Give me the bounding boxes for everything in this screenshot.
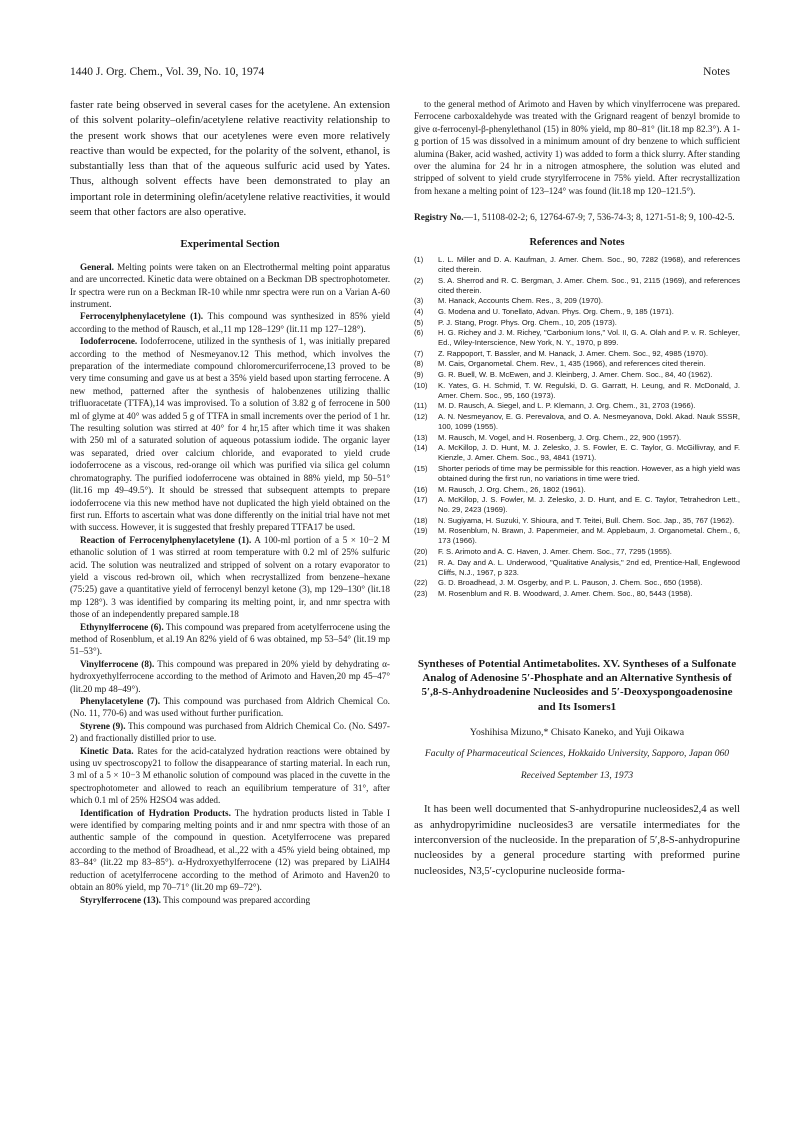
- reference-item: [414, 516, 740, 526]
- reference-text: M. Cais, Organometal. Chem. Rev., 1, 435 (1966), and references cited therein.: [438, 359, 706, 369]
- article-affiliation: Faculty of Pharmaceutical Sciences, Hokkaido University, Sapporo, Japan 060: [424, 748, 730, 760]
- continuation-paragraph: to the general method of Arimoto and Haven by which vinylferrocene was prepared. Ferrocene carboxaldehyde was treated with the Grignard reagent of benzyl bromide to give α-ferrocenyl-β-phenylethanol (15) in 80% yield, mp 80–81° (lit.18 mp 82.3°). A 1-g portion of 15 was dissolved in a minimum amount of dry benzene to which sufficient alumina (Baker, acid washed, activity 1) was added to form a thick slurry. After standing over the alumina for 24 hr in a nitrogen atmosphere, the solution was eluted and stripped of solvent to yield crude styrylferrocene in 75% yield. After recrystallization from hexane a melting point of 123–124° was found (lit.18 mp 120–121.5°).: [414, 99, 740, 196]
- reference-item: [414, 578, 740, 588]
- experimental-paragraph: [70, 695, 390, 720]
- paragraph-lead: Vinylferrocene (8).: [80, 658, 155, 669]
- reference-number: (12): [414, 411, 428, 421]
- reference-number: (21): [414, 557, 428, 567]
- reference-text: K. Yates, G. H. Schmid, T. W. Regulski, D. G. Garratt, H. Leung, and R. McDonald, J. Amer. Chem. Soc., 95, 160 (1973).: [438, 380, 740, 400]
- reference-text: R. A. Day and A. L. Underwood, "Qualitative Analysis," 2nd ed, Prentice-Hall, Englewood Cliffs, N.J., 1967, p 323.: [438, 557, 740, 577]
- reference-number: (15): [414, 463, 428, 473]
- next-article: [414, 657, 740, 782]
- reference-number: (4): [414, 306, 424, 316]
- paragraph-lead: Styrylferrocene (13).: [80, 894, 161, 905]
- paragraph-lead: General.: [80, 261, 114, 272]
- reference-text: M. Hanack, Accounts Chem. Res., 3, 209 (1970).: [438, 296, 604, 306]
- reference-number: (10): [414, 380, 428, 390]
- reference-text: G. R. Buell, W. B. McEwen, and J. Kleinberg, J. Amer. Chem. Soc., 84, 40 (1962).: [438, 369, 713, 379]
- paragraph-text: This compound was synthesized in 85% yield according to the method of Rausch, et al.,11 mp 128–129° (lit.11 mp 127–128°).: [70, 311, 391, 334]
- reference-text: P. J. Stang, Progr. Phys. Org. Chem., 10, 205 (1973).: [438, 317, 617, 327]
- registry-numbers: [414, 212, 740, 224]
- registry-label: Registry No.: [414, 213, 464, 224]
- experimental-paragraph: [70, 807, 390, 894]
- references-list: [414, 255, 740, 599]
- reference-text: L. L. Miller and D. A. Kaufman, J. Amer. Chem. Soc., 90, 7282 (1968), and references cited therein.: [438, 254, 740, 275]
- paragraph-text: This compound was prepared in 20% yield by dehydrating α-hydroxyethylferrocene according to the method of Arimoto and Haven,20 mp 45–47° (lit.20 mp 48–49°).: [70, 658, 390, 694]
- reference-text: A. N. Nesmeyanov, E. G. Perevalova, and O. A. Nesmeyanova, Dokl. Akad. Nauk SSSR, 100, 1099 (1955).: [438, 411, 740, 431]
- article-body: It has been well documented that S-anhydropurine nucleosides2,4 as well as anhydropyrimidine nucleosides3 are versatile intermediates for the interconversion of the nucleoside. In the preparation of 5′,8-S-anhydropurine nucleosides by a general procedure starting with preformed purine nucleosides, N3,5′-cyclopurine nucleoside forma-: [414, 804, 740, 877]
- reference-text: M. Rausch, M. Vogel, and H. Rosenberg, J. Org. Chem., 22, 900 (1957).: [438, 432, 682, 442]
- paragraph-text: The hydration products listed in Table I were identified by comparing melting points and ir and nmr spectra with those of an authentic sample of the compound in question. Acetylferrocene was prepared according to the method of Broadhead, et al.,22 with a 45% yield being obtained, mp 83–84° (lit.22 mp 83–85°). α-Hydroxyethylferrocene (12) was prepared by LiAlH4 reduction of acetylferrocene according to the method of Arimoto and Haven20 to obtain an 80% yield, mp 70–71° (lit.20 mp 69–72°).: [70, 807, 390, 893]
- reference-number: (2): [414, 275, 424, 285]
- paragraph-text: A 100-ml portion of a 5 × 10−2 M ethanolic solution of 1 was stirred at room temperature with 0.2 ml of 25% sulfuric acid. The solution was neutralized and stripped of solvent on a rotary evaporator to yield a viscous red-brown oil, which when recrystallized from benzene–hexane (75:25) gave a quantitative yield of ferrocenyl benzyl ketone (3), mp 129–130° (lit.18 mp 128°). 3 was identified by comparing its melting point, ir, and nmr spectra with those of an independently prepared sample.18: [70, 534, 390, 620]
- reference-item: [414, 296, 740, 306]
- registry-text: —1, 51108-02-2; 6, 12764-67-9; 7, 536-74-3; 8, 1271-51-8; 9, 100-42-5.: [463, 213, 735, 224]
- right-column: [414, 98, 740, 879]
- reference-number: (1): [414, 254, 424, 264]
- paragraph-text: This compound was purchased from Aldrich Chemical Co. (No. 11, 770-6) and was used without further purification.: [70, 696, 390, 719]
- reference-item: [414, 485, 740, 495]
- reference-item: [414, 464, 740, 484]
- experimental-paragraph: [70, 745, 390, 807]
- reference-text: M. D. Rausch, A. Siegel, and L. P. Klemann, J. Org. Chem., 31, 2703 (1966).: [438, 401, 696, 411]
- reference-text: A. McKillop, J. S. Fowler, M. J. Zelesko, J. D. Hunt, and E. C. Taylor, Tetrahedron Lett., No. 29, 2423 (1969).: [438, 495, 740, 515]
- reference-number: (17): [414, 495, 428, 505]
- reference-number: (5): [414, 317, 424, 327]
- reference-number: (6): [414, 328, 424, 338]
- experimental-paragraph: [70, 720, 390, 745]
- paragraph-text: This compound was purchased from Aldrich Chemical Co. (No. S497-2) and fractionally distilled prior to use.: [70, 720, 390, 744]
- reference-item: [414, 495, 740, 515]
- journal-citation: 1440 J. Org. Chem., Vol. 39, No. 10, 1974: [70, 66, 265, 78]
- references-title: References and Notes: [529, 236, 625, 248]
- experimental-paragraph: [70, 310, 390, 335]
- reference-number: (13): [414, 432, 428, 442]
- paragraph-text: This compound was prepared from acetylferrocene using the method of Rosenblum, et al.19 An 82% yield of 6 was obtained, mp 53–54° (lit.19 mp 51–53°).: [70, 621, 390, 657]
- paragraph-lead: Phenylacetylene (7).: [80, 696, 161, 706]
- reference-number: (18): [414, 515, 428, 525]
- reference-text: N. Sugiyama, H. Suzuki, Y. Shioura, and T. Teitei, Bull. Chem. Soc. Jap., 35, 767 (1962).: [438, 515, 735, 525]
- reference-text: A. McKillop, J. D. Hunt, M. J. Zelesko, J. S. Fowler, E. C. Taylor, G. McGillivray, and F. Kienzle, J. Amer. Chem. Soc., 93, 4841 (1971).: [438, 443, 740, 463]
- reference-item: [414, 558, 740, 578]
- paragraph-lead: Reaction of Ferrocenylphenylacetylene (1).: [80, 534, 252, 545]
- intro-paragraph: faster rate being observed in several cases for the acetylene. An extension of this solvent polarity–olefin/acetylene relative reactivity relationship to the present work shows that our acetylenes were even more relatively reactive than would be expected, for the polarity of the solvent, ethanol, is substantially less than that of the aqueous sulfuric acid used by Yates. Thus, although solvent effects have been demonstrated to play an important role in determining olefin/acetylene relative reactivities, it would seem that other factors are also operative.: [70, 100, 390, 219]
- reference-text: M. Rausch, J. Org. Chem., 26, 1802 (1961).: [438, 484, 586, 494]
- reference-item: [414, 349, 740, 359]
- experimental-paragraph: [70, 261, 390, 311]
- paragraph-lead: Styrene (9).: [80, 720, 126, 731]
- paragraph-lead: Ferrocenylphenylacetylene (1).: [80, 311, 204, 322]
- reference-number: (23): [414, 588, 428, 598]
- paragraph-text: This compound was prepared according: [160, 894, 311, 905]
- left-column: [70, 98, 390, 906]
- running-header: [70, 66, 730, 82]
- section-title: Experimental Section: [180, 238, 280, 251]
- reference-number: (8): [414, 359, 424, 369]
- reference-number: (16): [414, 484, 428, 494]
- reference-item: [414, 443, 740, 463]
- experimental-paragraph: [70, 894, 390, 906]
- paragraph-lead: Identification of Hydration Products.: [80, 807, 231, 818]
- article-authors: Yoshihisa Mizuno,* Chisato Kaneko, and Yuji Oikawa: [469, 726, 685, 738]
- reference-item: [414, 359, 740, 369]
- reference-text: S. A. Sherrod and R. C. Bergman, J. Amer. Chem. Soc., 91, 2115 (1969), and references cited therein.: [438, 275, 740, 295]
- reference-item: [414, 276, 740, 296]
- reference-item: [414, 381, 740, 401]
- reference-number: (20): [414, 547, 428, 557]
- paragraph-lead: Ethynylferrocene (6).: [80, 621, 164, 632]
- article-title: Syntheses of Potential Antimetabolites. XV. Syntheses of a Sulfonate Analog of Adenosine 5′-Phosphate and an Alternative Synthesis of 5′,8-S-Anhydroadenine Nucleosides and 5′-Deoxyspongoadenosine and Its Isomers1: [417, 658, 737, 713]
- reference-text: H. G. Richey and J. M. Richey, "Carbonium Ions," Vol. II, G. A. Olah and P. v. R. Schleyer, Ed., Wiley-Interscience, New York, N. Y., 1970, p 899.: [438, 328, 740, 348]
- paragraph-lead: Kinetic Data.: [80, 745, 134, 756]
- reference-text: M. Rosenblum, N. Brawn, J. Papenmeier, and M. Applebaum, J. Organometal. Chem., 6, 173 (1966).: [438, 526, 740, 546]
- reference-item: [414, 589, 740, 599]
- reference-item: [414, 318, 740, 328]
- reference-text: F. S. Arimoto and A. C. Haven, J. Amer. Chem. Soc., 77, 7295 (1955).: [438, 547, 672, 557]
- reference-number: (3): [414, 296, 424, 306]
- reference-item: [414, 547, 740, 557]
- reference-item: [414, 526, 740, 546]
- reference-item: [414, 401, 740, 411]
- reference-number: (7): [414, 348, 424, 358]
- received-date: Received September 13, 1973: [520, 770, 634, 781]
- reference-item: [414, 412, 740, 432]
- reference-item: [414, 328, 740, 348]
- reference-number: (11): [414, 401, 427, 411]
- reference-item: [414, 370, 740, 380]
- section-label: Notes: [703, 66, 730, 78]
- experimental-paragraph: [70, 621, 390, 658]
- reference-text: M. Rosenblum and R. B. Woodward, J. Amer. Chem. Soc., 80, 5443 (1958).: [438, 588, 693, 598]
- experimental-paragraph: [70, 658, 390, 695]
- reference-text: G. Modena and U. Tonellato, Advan. Phys. Org. Chem., 9, 185 (1971).: [438, 306, 674, 316]
- reference-number: (14): [414, 443, 428, 453]
- reference-text: Z. Rappoport, T. Bassler, and M. Hanack, J. Amer. Chem. Soc., 92, 4985 (1970).: [438, 348, 708, 358]
- reference-text: G. D. Broadhead, J. M. Osgerby, and P. L. Pauson, J. Chem. Soc., 650 (1958).: [438, 578, 703, 588]
- reference-item: [414, 307, 740, 317]
- paragraph-text: Iodoferrocene, utilized in the synthesis of 1, was initially prepared according to the method of Nesmeyanov.12 This method, which involves the preparation of the intermediate compound chloromercuriferrocene,13 proved to be very time consuming and gave us at best a 35% yield based upon starting ferrocene. A new method, patterned after the synthesis of halobenzenes utilizing thallic trifluoracetate (TTFA),14 was improvised. To a solution of 3.82 g of ferrocene in 500 ml of glyme at 40° was added 5 g of TTFA in small increments over the period of 1 hr. The resulting solution was stirred at 40° for 4 hr,15 after which time it was shaken with 250 ml of a saturated solution of aqueous potassium iodide. The organic layer was separated, dried over calcium chloride, and evaporated to yield crude iodoferrocene as a viscous, red-orange oil which was purified via silica gel column chromatography. The purified iodoferrocene was obtained in 88% yield, mp 50–51° (lit.16 mp 49–49.5°). It should be stressed that subsequent attempts to prepare iodoferrocene via this new method have not duplicated the high yield obtained on the first run. Efforts to ascertain what was done differently on the initial trial have not met with success. However, it is suggested that freshly prepared TTFA17 be used.: [70, 336, 390, 533]
- paragraph-text: Melting points were taken on an Electrothermal melting point apparatus and are uncorrected. Kinetic data were obtained on a Beckman DB spectrophotometer. Ir spectra were run on a Beckman IR-10 while nmr spectra were run on a Varian A-60 instrument.: [70, 261, 390, 309]
- paragraph-text: Rates for the acid-catalyzed hydration reactions were obtained by using uv spectroscopy21 to follow the disappearance of starting material. In each run, 3 ml of a 5 × 10−3 M ethanolic solution of compound was placed in the cuvette in the spectrophotometer and allowed to reach an equilibrium temperature of 31°, after which 0.1 ml of 25% H2SO4 was added.: [70, 745, 390, 806]
- experimental-paragraph: [70, 335, 390, 534]
- reference-item: [414, 433, 740, 443]
- reference-number: (9): [414, 369, 424, 379]
- reference-number: (19): [414, 526, 428, 536]
- experimental-paragraph: [70, 534, 390, 621]
- paragraph-lead: Iodoferrocene.: [80, 336, 138, 347]
- reference-item: [414, 255, 740, 275]
- reference-text: Shorter periods of time may be permissible for this reaction. However, as a high yield was obtained during the first run, no variations in time were tried.: [438, 463, 740, 483]
- experimental-paragraphs: [70, 261, 390, 906]
- reference-number: (22): [414, 578, 428, 588]
